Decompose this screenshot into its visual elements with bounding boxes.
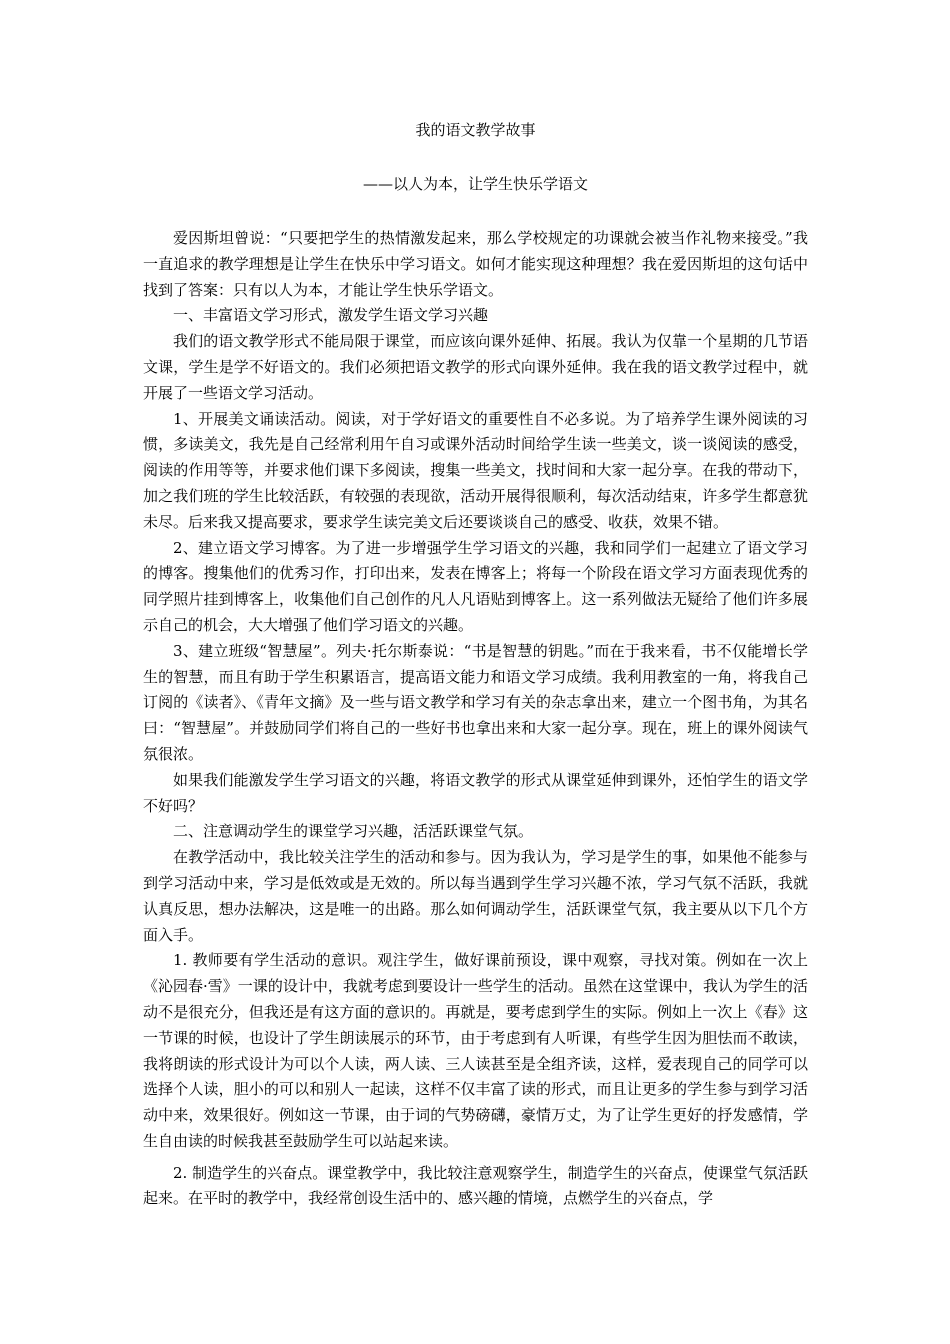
- paragraph: 我们的语文教学形式不能局限于课堂，而应该向课外延伸、拓展。我认为仅靠一个星期的几节语文课，学生是学不好语文的。我们必须把语文教学的形式向课外延伸。我在我的语文教学过程中，就开展了一些语文学习活动。: [143, 332, 808, 402]
- paragraph: 2、建立语文学习博客。为了进一步增强学生学习语文的兴趣，我和同学们一起建立了语文学习的博客。搜集他们的优秀习作，打印出来，发表在博客上；将每一个阶段在语文学习方面表现优秀的同学照片挂到博客上，收集他们自己创作的凡人凡语贴到博客上。这一系列做法无疑给了他们许多展示自己的机会，大大增强了他们学习语文的兴趣。: [143, 538, 808, 634]
- paragraph: 3、建立班级“智慧屋”。列夫·托尔斯泰说：“书是智慧的钥匙。”而在于我来看，书不仅能增长学生的智慧，而且有助于学生积累语言，提高语文能力和语文学习成绩。我利用教室的一角，将我自己订阅的《读者》、《青年文摘》及一些与语文教学和学习有关的杂志拿出来，建立一个图书角，为其名曰：“智慧屋”。并鼓励同学们将自己的一些好书也拿出来和大家一起分享。现在，班上的课外阅读气氛很浓。: [143, 641, 808, 763]
- paragraph: 在教学活动中，我比较关注学生的活动和参与。因为我认为，学习是学生的事，如果他不能参与到学习活动中来，学习是低效或是无效的。所以每当遇到学生学习兴趣不浓，学习气氛不活跃，我就认真反思，想办法解决，这是唯一的出路。那么如何调动学生，活跃课堂气氛，我主要从以下几个方面入手。: [143, 848, 808, 944]
- page-title: 我的语文教学故事: [415, 121, 536, 139]
- section-heading-2: 二、注意调动学生的课堂学习兴趣，活活跃课堂气氛。: [173, 822, 534, 841]
- paragraph: 如果我们能激发学生学习语文的兴趣，将语文教学的形式从课堂延伸到课外，还怕学生的语文学不好吗？: [143, 770, 808, 815]
- paragraph-intro: 爱因斯坦曾说：“只要把学生的热情激发起来，那么学校规定的功课就会被当作礼物来接受。”我一直追求的教学理想是让学生在快乐中学习语文。如何才能实现这种理想？我在爱因斯坦的这句话中找到了答案：只有以人为本，才能让学生快乐学语文。: [143, 229, 808, 299]
- paragraph: 1、开展美文诵读活动。阅读，对于学好语文的重要性自不必多说。为了培养学生课外阅读的习惯，多读美文，我先是自己经常利用午自习或课外活动时间给学生读一些美文，谈一谈阅读的感受，阅读的作用等等，并要求他们课下多阅读，搜集一些美文，找时间和大家一起分享。在我的带动下，加之我们班的学生比较活跃，有较强的表现欲，活动开展得很顺利，每次活动结束，许多学生都意犹未尽。后来我又提高要求，要求学生读完美文后还要谈谈自己的感受、收获，效果不错。: [143, 409, 808, 531]
- section-heading-1: 一、丰富语文学习形式，激发学生语文学习兴趣: [173, 306, 489, 325]
- paragraph: 2. 制造学生的兴奋点。课堂教学中，我比较注意观察学生，制造学生的兴奋点，使课堂气氛活跃起来。在平时的教学中，我经常创设生活中的、感兴趣的情境，点燃学生的兴奋点，学: [143, 1163, 808, 1208]
- page-subtitle: ——以人为本，让学生快乐学语文: [362, 175, 588, 193]
- paragraph: 1. 教师要有学生活动的意识。观注学生，做好课前预设，课中观察，寻找对策。例如在一次上《沁园春·雪》一课的设计中，我就考虑到要设计一些学生的活动。虽然在这堂课中，我认为学生的活动不是很充分，但我还是有这方面的意识的。再就是，要考虑到学生的实际。例如上一次上《春》这一节课的时候，也设计了学生朗读展示的环节，由于考虑到有人听课，有些学生因为胆怯而不敢读，我将朗读的形式设计为可以个人读，两人读、三人读甚至是全组齐读，这样，爱表现自己的同学可以选择个人读，胆小的可以和别人一起读，这样不仅丰富了读的形式，而且让更多的学生参与到学习活动中来，效果很好。例如这一节课，由于词的气势磅礴，豪情万丈，为了让学生更好的抒发感情，学生自由读的时候我甚至鼓励学生可以站起来读。: [143, 951, 808, 1150]
- document-page: [143, 118, 808, 1212]
